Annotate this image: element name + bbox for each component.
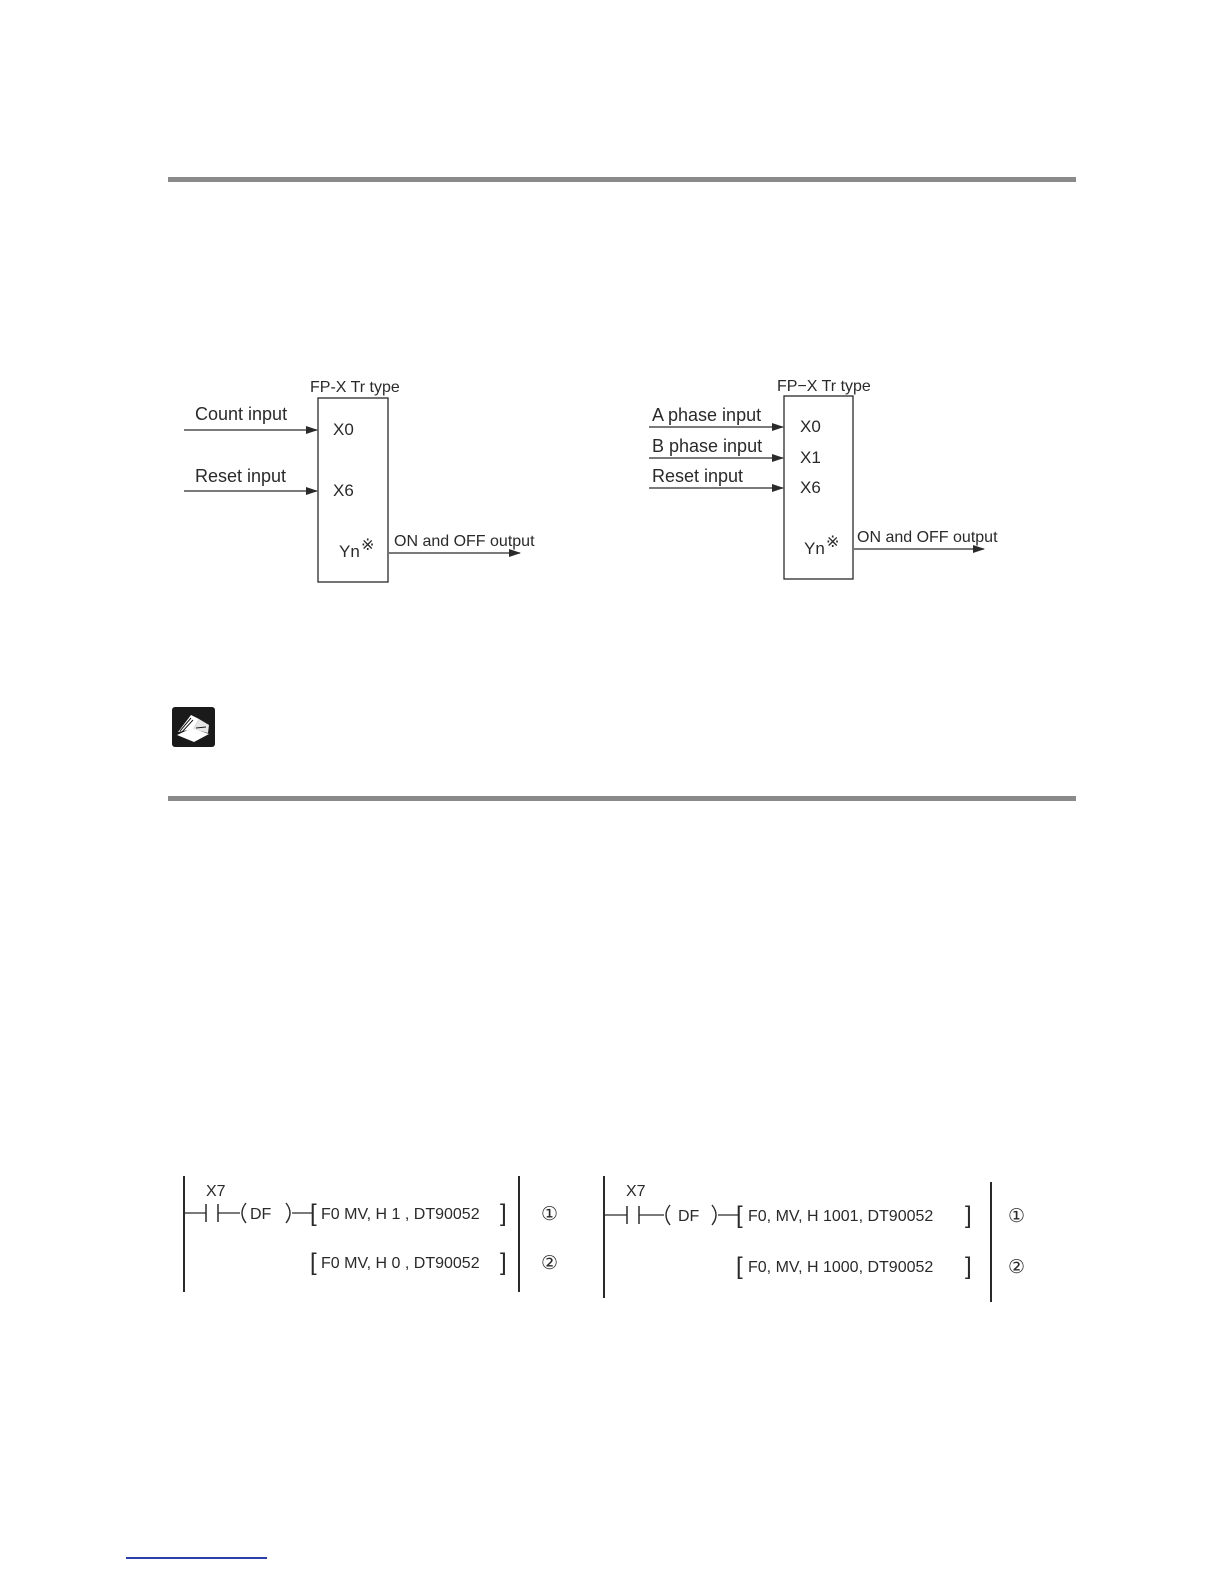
- contact-label: X7: [206, 1183, 226, 1200]
- svg-text:[: [: [736, 1202, 743, 1229]
- pin-x1: X1: [800, 448, 821, 467]
- input-label-a-phase: A phase input: [652, 405, 762, 425]
- pin-yn: Yn: [339, 542, 360, 561]
- pin-x0: X0: [800, 417, 821, 436]
- svg-text:[: [: [736, 1253, 743, 1280]
- instruction-row-2: F0 MV, H 0 , DT90052: [321, 1255, 480, 1272]
- step-mark-2: ②: [541, 1253, 559, 1274]
- instruction-row-1: F0 MV, H 1 , DT90052: [321, 1206, 480, 1223]
- svg-text:]: ]: [965, 1253, 972, 1280]
- input-label-count: Count input: [195, 404, 288, 424]
- output-label: ON and OFF output: [857, 529, 998, 546]
- footer-link-underline: [126, 1557, 267, 1559]
- pin-yn: Yn: [804, 539, 825, 558]
- block-title: FP−X Tr type: [777, 378, 871, 395]
- pin-x6: X6: [333, 481, 354, 500]
- input-label-b-phase: B phase input: [652, 436, 763, 456]
- svg-text:]: ]: [500, 1200, 507, 1227]
- svg-text:]: ]: [500, 1249, 507, 1276]
- pin-x0: X0: [333, 420, 354, 439]
- ladder-diagram-left: [184, 1176, 558, 1292]
- contact-label: X7: [626, 1183, 646, 1200]
- step-mark-1: ①: [541, 1204, 559, 1225]
- input-label-reset: Reset input: [652, 466, 744, 486]
- input-label-reset: Reset input: [195, 466, 287, 486]
- block-diagram-two-phase: [649, 378, 998, 579]
- instruction-row-2: F0, MV, H 1000, DT90052: [748, 1259, 934, 1276]
- block-diagram-single-phase: [184, 379, 535, 582]
- svg-text:]: ]: [965, 1202, 972, 1229]
- ladder-diagram-right: [604, 1176, 1025, 1302]
- block-title: FP-X Tr type: [310, 379, 400, 396]
- output-label: ON and OFF output: [394, 533, 535, 550]
- step-mark-2: ②: [1008, 1257, 1026, 1278]
- svg-text:[: [: [310, 1200, 317, 1227]
- book-reference-icon: [172, 707, 215, 747]
- step-mark-1: ①: [1008, 1206, 1026, 1227]
- df-instruction: DF: [250, 1206, 272, 1223]
- output-note-mark: ※: [361, 537, 375, 554]
- svg-text:[: [: [310, 1249, 317, 1276]
- instruction-row-1: F0, MV, H 1001, DT90052: [748, 1208, 934, 1225]
- pin-x6: X6: [800, 478, 821, 497]
- output-note-mark: ※: [826, 534, 840, 551]
- df-instruction: DF: [678, 1208, 700, 1225]
